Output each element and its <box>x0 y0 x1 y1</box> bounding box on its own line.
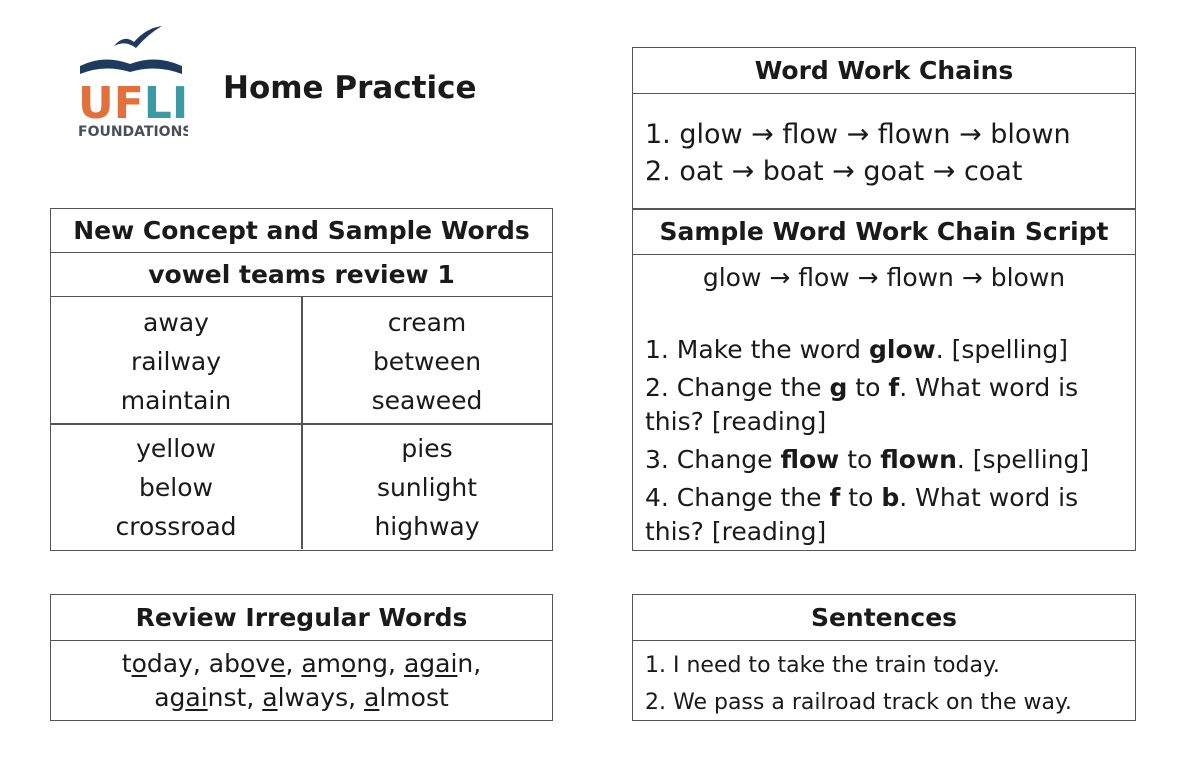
concept-header: New Concept and Sample Words <box>51 209 552 253</box>
step-text: to <box>839 445 881 474</box>
bold-term: glow <box>868 335 936 364</box>
concept-subheader: vowel teams review 1 <box>51 253 552 297</box>
bird-icon <box>114 26 162 48</box>
underlined-letters: a <box>262 683 278 712</box>
sample-word: yellow <box>136 434 216 463</box>
step-text: . What word is this? [reading] <box>645 373 1079 436</box>
word-segment: g <box>419 649 436 678</box>
script-chain: glow → flow → flown → blown <box>702 263 1066 292</box>
word-work-header: Word Work Chains <box>633 48 1135 94</box>
word-cell <box>302 429 552 546</box>
word-segment: m <box>316 649 342 678</box>
sample-word: between <box>372 347 482 376</box>
word-segment: t <box>121 649 132 678</box>
sample-word: away <box>143 308 209 337</box>
logo-graphic <box>74 24 188 146</box>
word-cell <box>302 303 552 420</box>
script-steps <box>645 333 1125 553</box>
logo-brand: UFLI <box>78 78 188 129</box>
irregular-word <box>122 649 201 678</box>
word-segment: ng <box>356 649 389 678</box>
bold-term: flow <box>780 445 840 474</box>
chain-item: 1. glow → flow → flown → blown <box>645 119 1071 150</box>
irregular-line <box>51 647 552 681</box>
underlined-letters: ai <box>435 649 458 678</box>
word-cell <box>51 303 301 420</box>
concept-box <box>50 208 553 551</box>
word-segment: a <box>208 649 225 678</box>
sample-word: highway <box>374 512 480 541</box>
ufli-logo <box>74 24 188 146</box>
step-text: 3. Change <box>645 445 781 474</box>
step-text: . [spelling] <box>935 335 1068 364</box>
sentence-item: 2. We pass a railroad track on the way. <box>645 690 1072 715</box>
underlined-letters: ai <box>185 683 208 712</box>
sample-word: seaweed <box>371 386 483 415</box>
irregular-word <box>262 683 356 712</box>
word-segment: lways <box>277 683 349 712</box>
logo-subtitle: FOUNDATIONS <box>78 124 188 140</box>
sample-word: maintain <box>120 386 232 415</box>
step-text: to <box>840 483 882 512</box>
bold-term: f <box>888 373 900 402</box>
sample-word: cream <box>387 308 467 337</box>
bold-term: b <box>881 483 900 512</box>
irregular-word <box>154 683 254 712</box>
word-segment: , <box>348 683 357 712</box>
chain-item: 2. oat → boat → goat → coat <box>645 156 1023 187</box>
script-step <box>645 371 1125 439</box>
underlined-letters: a <box>301 649 317 678</box>
step-text: 1. Make the word <box>645 335 869 364</box>
underlined-letters: a <box>403 649 420 678</box>
word-segment: n <box>457 649 474 678</box>
irregular-word <box>364 683 449 712</box>
word-segment: , <box>388 649 396 678</box>
word-segment: lmost <box>379 683 449 712</box>
irregular-word <box>404 649 481 678</box>
underlined-letters: e <box>270 649 286 678</box>
sentence-list <box>645 647 1072 721</box>
word-segment: g <box>169 683 186 712</box>
underlined-letters: o <box>239 649 256 678</box>
sentences-header: Sentences <box>633 595 1135 641</box>
sentence-item: 1. I need to take the train today. <box>645 653 1000 678</box>
irregular-word <box>209 649 294 678</box>
sample-word: pies <box>401 434 453 463</box>
word-segment: v <box>255 649 271 678</box>
script-step <box>645 333 1125 367</box>
step-text: 2. Change the <box>645 373 830 402</box>
row-divider <box>51 423 552 425</box>
word-segment: b <box>224 649 240 678</box>
word-segment: , <box>192 649 201 678</box>
irregular-box <box>50 594 553 721</box>
word-segment: , <box>246 683 255 712</box>
bold-term: f <box>829 483 841 512</box>
word-segment: a <box>154 683 170 712</box>
irregular-words <box>51 641 552 715</box>
bold-term: g <box>829 373 848 402</box>
step-text: to <box>847 373 889 402</box>
underlined-letters: o <box>131 649 147 678</box>
script-step <box>645 481 1125 549</box>
word-segment: , <box>285 649 294 678</box>
chain-list <box>645 116 1071 190</box>
book-icon <box>80 59 182 74</box>
irregular-line <box>51 681 552 715</box>
underlined-letters: a <box>364 683 380 712</box>
script-box <box>632 208 1136 551</box>
script-step <box>645 443 1125 477</box>
concept-grid <box>51 297 552 549</box>
sample-word: crossroad <box>115 512 237 541</box>
step-text: . [spelling] <box>956 445 1090 474</box>
word-work-box <box>632 47 1136 210</box>
sample-word: railway <box>130 347 222 376</box>
irregular-header: Review Irregular Words <box>51 595 552 641</box>
bold-term: flown <box>880 445 957 474</box>
sentences-box <box>632 594 1136 721</box>
sample-word: below <box>139 473 213 502</box>
page-title: Home Practice <box>223 70 477 106</box>
underlined-letters: o <box>341 649 357 678</box>
sample-word: sunlight <box>376 473 478 502</box>
word-segment: , <box>473 649 482 678</box>
word-segment: nst <box>207 683 247 712</box>
irregular-word <box>301 649 396 678</box>
step-text: . What word is this? [reading] <box>645 483 1079 546</box>
word-cell <box>51 429 301 546</box>
step-text: 4. Change the <box>645 483 830 512</box>
script-header: Sample Word Work Chain Script <box>633 209 1135 255</box>
word-segment: day <box>146 649 193 678</box>
